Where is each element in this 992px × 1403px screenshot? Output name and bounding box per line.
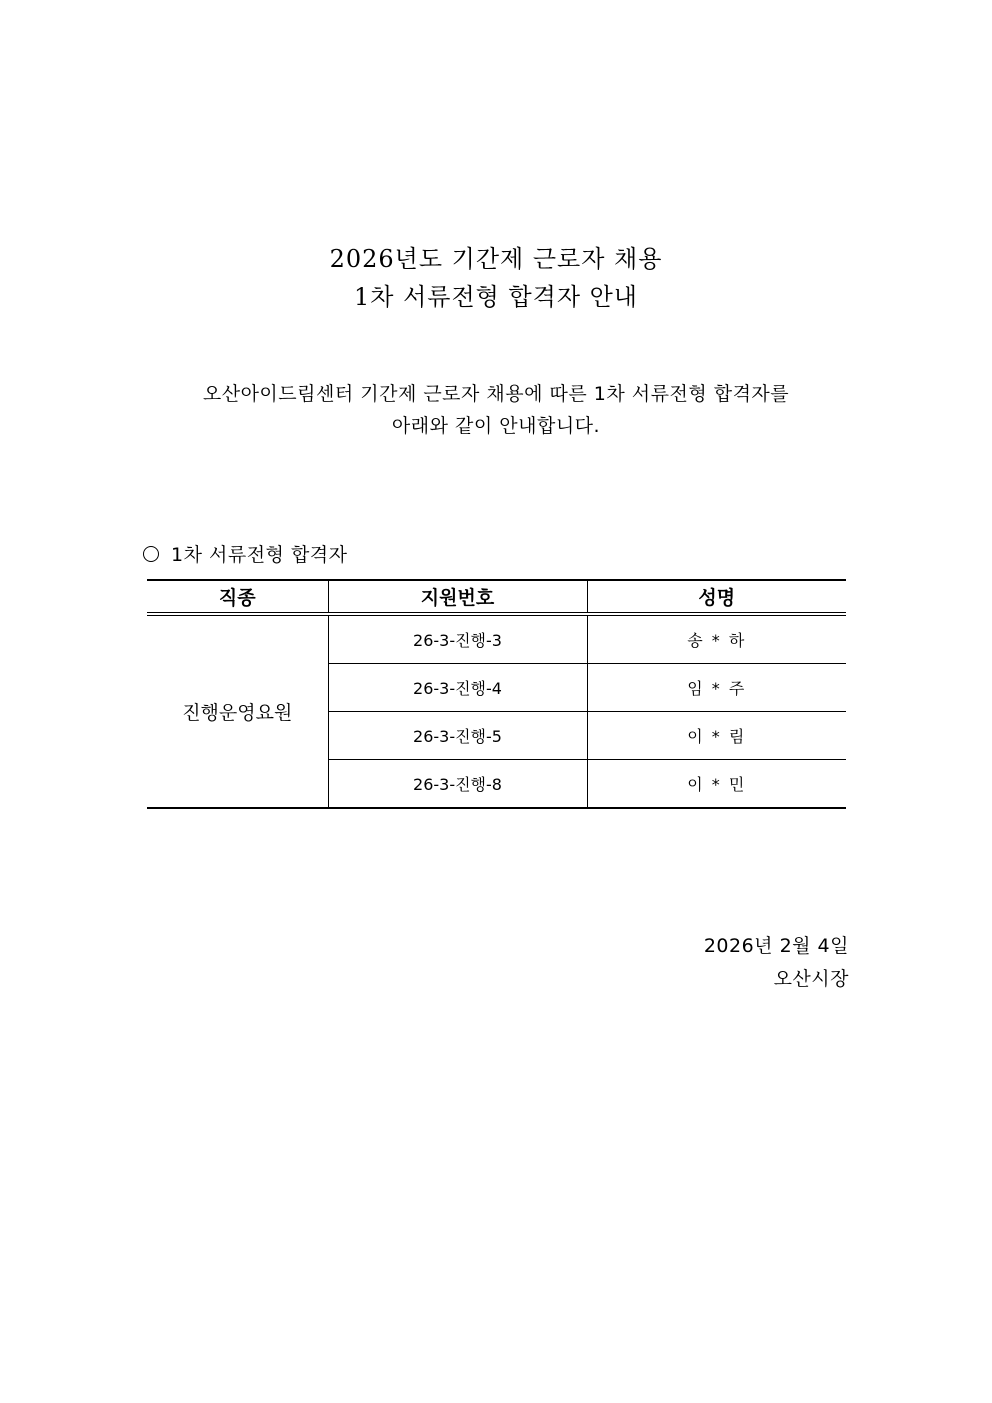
- applicant-name-cell: 이 * 민: [587, 760, 846, 809]
- circle-icon: [143, 546, 159, 562]
- intro-line-1: 오산아이드림센터 기간제 근로자 채용에 따른 1차 서류전형 합격자를: [202, 383, 790, 405]
- results-table: [147, 579, 846, 809]
- applicant-name-cell: 임 * 주: [587, 664, 846, 712]
- title-line-1: 2026년도 기간제 근로자 채용: [329, 245, 663, 273]
- header-name: 성명: [587, 580, 846, 614]
- header-job-type: 직종: [147, 580, 328, 614]
- intro-line-2: 아래와 같이 안내합니다.: [391, 415, 601, 437]
- applicant-name-cell: 이 * 림: [587, 712, 846, 760]
- applicant-name-cell: 송 * 하: [587, 614, 846, 664]
- application-number-cell: 26-3-진행-3: [328, 614, 587, 664]
- title-line-2: 1차 서류전형 합격자 안내: [354, 283, 638, 311]
- issuer: 오산시장: [773, 968, 849, 990]
- application-number-cell: 26-3-진행-4: [328, 664, 587, 712]
- issue-date: 2026년 2월 4일: [703, 935, 849, 957]
- table-header-row: [147, 580, 846, 614]
- header-application-number: 지원번호: [328, 580, 587, 614]
- section-heading: [143, 540, 348, 567]
- application-number-cell: 26-3-진행-8: [328, 760, 587, 809]
- role-cell: 진행운영요원: [147, 614, 328, 808]
- table-row: [147, 614, 846, 664]
- application-number-cell: 26-3-진행-5: [328, 712, 587, 760]
- section-heading-text: 1차 서류전형 합격자: [171, 544, 348, 566]
- document-title: [0, 240, 992, 316]
- intro-paragraph: [0, 378, 992, 442]
- document-footer: [704, 930, 849, 996]
